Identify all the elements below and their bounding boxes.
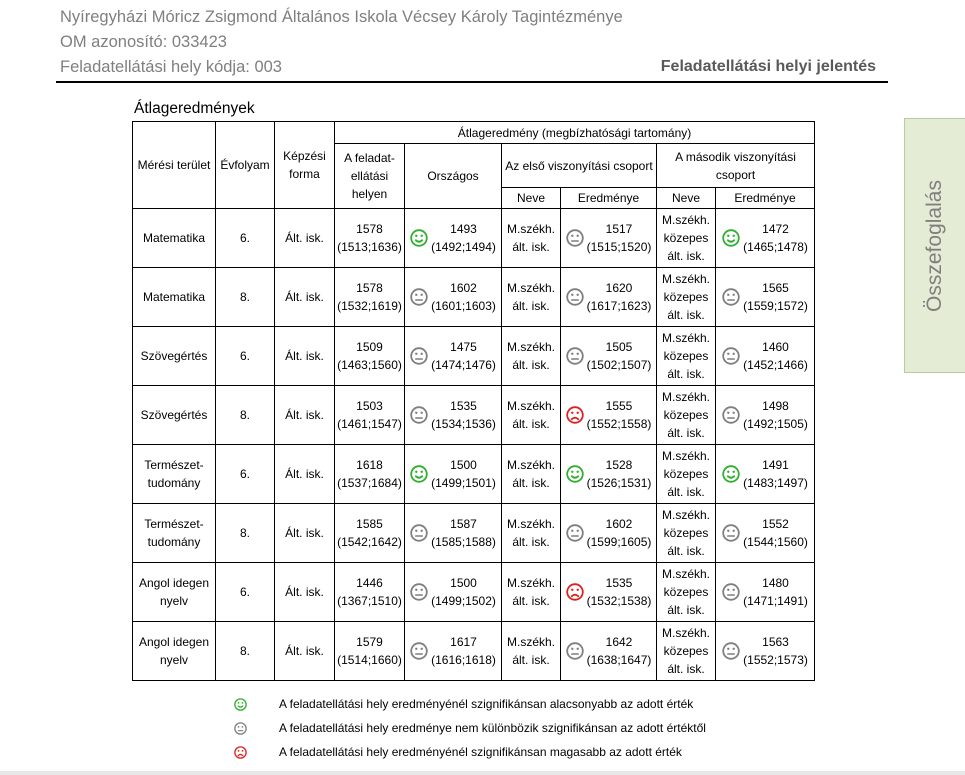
form-cell: Ált. isk. bbox=[275, 327, 335, 386]
result-value: 1475 bbox=[450, 340, 477, 354]
summary-side-tab[interactable] bbox=[904, 118, 965, 373]
neutral-face-icon bbox=[410, 288, 428, 306]
neutral-face-icon bbox=[722, 583, 740, 601]
ref2-result-cell bbox=[716, 445, 815, 504]
smiley-icon bbox=[566, 465, 584, 483]
col-header-site: A feladat-ellátási helyen bbox=[335, 144, 405, 209]
result-value: 1472 bbox=[762, 222, 789, 236]
confidence-interval: (1471;1491) bbox=[743, 594, 808, 608]
ref1-result-cell bbox=[561, 327, 657, 386]
col-header-area: Mérési terület bbox=[133, 122, 216, 209]
area-cell: Természet-tudomány bbox=[133, 504, 216, 563]
site-result-cell bbox=[335, 386, 405, 445]
col-header-ref1: Az első viszonyítási csoport bbox=[502, 144, 657, 188]
table-row bbox=[133, 386, 815, 445]
neutral-face-icon bbox=[722, 524, 740, 542]
result-value: 1552 bbox=[762, 517, 789, 531]
table-row bbox=[133, 327, 815, 386]
neutral-face-icon bbox=[722, 347, 740, 365]
neutral-face-icon bbox=[410, 642, 428, 660]
ref2-result-cell bbox=[716, 327, 815, 386]
smiley-icon bbox=[410, 465, 428, 483]
result-value: 1563 bbox=[762, 635, 789, 649]
neutral-face-icon bbox=[410, 583, 428, 601]
neutral-face-icon bbox=[566, 288, 584, 306]
table-row bbox=[133, 563, 815, 622]
ref1-name-cell: M.székh. ált. isk. bbox=[502, 386, 561, 445]
area-cell: Szövegértés bbox=[133, 386, 216, 445]
neutral-face-icon bbox=[566, 347, 584, 365]
col-header-ref2-result: Eredménye bbox=[716, 188, 815, 209]
site-result-cell bbox=[335, 445, 405, 504]
confidence-interval: (1542;1642) bbox=[337, 535, 402, 549]
neutral-face-icon bbox=[566, 642, 584, 660]
col-header-ref2-name: Neve bbox=[657, 188, 716, 209]
result-value: 1585 bbox=[356, 517, 383, 531]
result-value: 1535 bbox=[450, 399, 477, 413]
ref1-name-cell: M.székh. ált. isk. bbox=[502, 622, 561, 681]
confidence-interval: (1499;1501) bbox=[431, 476, 496, 490]
result-value: 1535 bbox=[605, 576, 633, 590]
ref1-name-cell: M.székh. ált. isk. bbox=[502, 327, 561, 386]
site-result-cell bbox=[335, 209, 405, 268]
result-value: 1565 bbox=[762, 281, 789, 295]
confidence-interval: (1599;1605) bbox=[586, 535, 652, 549]
confidence-interval: (1537;1684) bbox=[337, 476, 402, 490]
confidence-interval: (1544;1560) bbox=[743, 535, 808, 549]
ref1-result-cell bbox=[561, 622, 657, 681]
ref2-name-cell: M.székh. közepes ált. isk. bbox=[657, 445, 716, 504]
legend-item-better bbox=[230, 694, 694, 714]
ref1-result-cell bbox=[561, 445, 657, 504]
school-name: Nyíregyházi Móricz Zsigmond Általános Iskola Vécsey Károly Tagintézménye bbox=[60, 8, 623, 26]
neutral-face-icon bbox=[410, 347, 428, 365]
result-value: 1642 bbox=[605, 635, 633, 649]
national-result-cell bbox=[405, 563, 502, 622]
confidence-interval: (1367;1510) bbox=[337, 594, 402, 608]
area-cell: Matematika bbox=[133, 268, 216, 327]
form-cell: Ált. isk. bbox=[275, 209, 335, 268]
area-cell: Szövegértés bbox=[133, 327, 216, 386]
ref1-name-cell: M.székh. ált. isk. bbox=[502, 504, 561, 563]
result-value: 1500 bbox=[450, 576, 477, 590]
confidence-interval: (1532;1538) bbox=[586, 594, 652, 608]
om-id: OM azonosító: 033423 bbox=[60, 33, 227, 51]
confidence-interval: (1465;1478) bbox=[743, 240, 808, 254]
table-row bbox=[133, 445, 815, 504]
national-result-cell bbox=[405, 504, 502, 563]
ref2-result-cell bbox=[716, 504, 815, 563]
result-value: 1618 bbox=[356, 458, 383, 472]
confidence-interval: (1601;1603) bbox=[431, 299, 496, 313]
ref2-name-cell: M.székh. közepes ált. isk. bbox=[657, 386, 716, 445]
site-code: Feladatellátási hely kódja: 003 bbox=[60, 58, 282, 76]
national-result-cell bbox=[405, 327, 502, 386]
result-value: 1579 bbox=[356, 635, 383, 649]
result-value: 1528 bbox=[605, 458, 633, 472]
confidence-interval: (1452;1466) bbox=[743, 358, 808, 372]
form-cell: Ált. isk. bbox=[275, 563, 335, 622]
report-title: Feladatellátási helyi jelentés bbox=[660, 58, 876, 75]
grade-cell: 8. bbox=[216, 268, 275, 327]
result-value: 1555 bbox=[605, 399, 633, 413]
confidence-interval: (1534;1536) bbox=[431, 417, 496, 431]
result-value: 1578 bbox=[356, 222, 383, 236]
confidence-interval: (1474;1476) bbox=[431, 358, 496, 372]
col-header-ref1-result: Eredménye bbox=[561, 188, 657, 209]
confidence-interval: (1515;1520) bbox=[586, 240, 652, 254]
side-tab-label: Összefoglalás bbox=[923, 179, 946, 312]
ref2-name-cell: M.székh. közepes ált. isk. bbox=[657, 268, 716, 327]
site-result-cell bbox=[335, 504, 405, 563]
site-result-cell bbox=[335, 327, 405, 386]
legend-text: A feladatellátási hely eredményénél szignifikánsan magasabb az adott érték bbox=[279, 745, 682, 759]
neutral-face-icon bbox=[722, 642, 740, 660]
result-value: 1493 bbox=[450, 222, 477, 236]
confidence-interval: (1616;1618) bbox=[431, 653, 496, 667]
smiley-icon bbox=[230, 698, 250, 711]
ref1-name-cell: M.székh. ált. isk. bbox=[502, 268, 561, 327]
neutral-face-icon bbox=[230, 722, 250, 735]
table-row bbox=[133, 209, 815, 268]
grade-cell: 8. bbox=[216, 622, 275, 681]
confidence-interval: (1617;1623) bbox=[586, 299, 652, 313]
neutral-face-icon bbox=[410, 524, 428, 542]
confidence-interval: (1461;1547) bbox=[337, 417, 402, 431]
confidence-interval: (1552;1573) bbox=[743, 653, 808, 667]
ref1-name-cell: M.székh. ált. isk. bbox=[502, 209, 561, 268]
ref1-name-cell: M.székh. ált. isk. bbox=[502, 445, 561, 504]
grade-cell: 6. bbox=[216, 445, 275, 504]
confidence-interval: (1526;1531) bbox=[586, 476, 652, 490]
neutral-face-icon bbox=[722, 406, 740, 424]
national-result-cell bbox=[405, 268, 502, 327]
ref2-result-cell bbox=[716, 622, 815, 681]
header-divider bbox=[56, 81, 888, 83]
area-cell: Természet-tudomány bbox=[133, 445, 216, 504]
ref1-name-cell: M.székh. ált. isk. bbox=[502, 563, 561, 622]
frowning-face-icon bbox=[566, 583, 584, 601]
grade-cell: 8. bbox=[216, 504, 275, 563]
neutral-face-icon bbox=[410, 406, 428, 424]
result-value: 1602 bbox=[450, 281, 477, 295]
ref1-result-cell bbox=[561, 563, 657, 622]
confidence-interval: (1559;1572) bbox=[743, 299, 808, 313]
smiley-icon bbox=[722, 465, 740, 483]
ref1-result-cell bbox=[561, 504, 657, 563]
col-header-ref1-name: Neve bbox=[502, 188, 561, 209]
ref2-result-cell bbox=[716, 268, 815, 327]
smiley-icon bbox=[410, 229, 428, 247]
area-cell: Angol idegen nyelv bbox=[133, 622, 216, 681]
confidence-interval: (1552;1558) bbox=[586, 417, 652, 431]
confidence-interval: (1502;1507) bbox=[586, 358, 652, 372]
ref2-result-cell bbox=[716, 386, 815, 445]
page-bottom-edge bbox=[0, 771, 965, 775]
site-result-cell bbox=[335, 268, 405, 327]
site-result-cell bbox=[335, 622, 405, 681]
confidence-interval: (1483;1497) bbox=[743, 476, 808, 490]
legend-text: A feladatellátási hely eredményénél szignifikánsan alacsonyabb az adott érték bbox=[279, 697, 694, 711]
smiley-icon bbox=[722, 229, 740, 247]
table-row bbox=[133, 622, 815, 681]
ref1-result-cell bbox=[561, 386, 657, 445]
confidence-interval: (1513;1636) bbox=[337, 240, 402, 254]
col-header-grade: Évfolyam bbox=[216, 122, 275, 209]
result-value: 1578 bbox=[356, 281, 383, 295]
confidence-interval: (1638;1647) bbox=[586, 653, 652, 667]
ref2-name-cell: M.székh. közepes ált. isk. bbox=[657, 563, 716, 622]
area-cell: Angol idegen nyelv bbox=[133, 563, 216, 622]
site-result-cell bbox=[335, 563, 405, 622]
result-value: 1505 bbox=[605, 340, 633, 354]
form-cell: Ált. isk. bbox=[275, 504, 335, 563]
result-value: 1460 bbox=[762, 340, 789, 354]
grade-cell: 6. bbox=[216, 563, 275, 622]
result-value: 1587 bbox=[450, 517, 477, 531]
neutral-face-icon bbox=[566, 524, 584, 542]
ref2-name-cell: M.székh. közepes ált. isk. bbox=[657, 327, 716, 386]
neutral-face-icon bbox=[566, 229, 584, 247]
legend-item-worse bbox=[230, 742, 682, 762]
col-header-group: Átlageredmény (megbízhatósági tartomány) bbox=[335, 122, 815, 144]
confidence-interval: (1492;1494) bbox=[431, 240, 496, 254]
area-cell: Matematika bbox=[133, 209, 216, 268]
ref1-result-cell bbox=[561, 209, 657, 268]
col-header-form: Képzési forma bbox=[275, 122, 335, 209]
grade-cell: 6. bbox=[216, 209, 275, 268]
national-result-cell bbox=[405, 445, 502, 504]
confidence-interval: (1492;1505) bbox=[743, 417, 808, 431]
col-header-national: Országos bbox=[405, 144, 502, 209]
legend-text: A feladatellátási hely eredménye nem különbözik szignifikánsan az adott értéktől bbox=[279, 721, 706, 735]
confidence-interval: (1585;1588) bbox=[431, 535, 496, 549]
result-value: 1517 bbox=[605, 222, 633, 236]
result-value: 1617 bbox=[450, 635, 477, 649]
ref2-name-cell: M.székh. közepes ált. isk. bbox=[657, 504, 716, 563]
confidence-interval: (1463;1560) bbox=[337, 358, 402, 372]
frowning-face-icon bbox=[230, 746, 250, 759]
legend-item-neutral bbox=[230, 718, 706, 738]
confidence-interval: (1499;1502) bbox=[431, 594, 496, 608]
grade-cell: 8. bbox=[216, 386, 275, 445]
form-cell: Ált. isk. bbox=[275, 622, 335, 681]
result-value: 1602 bbox=[605, 517, 633, 531]
average-results-table bbox=[132, 121, 815, 681]
result-value: 1498 bbox=[762, 399, 789, 413]
confidence-interval: (1514;1660) bbox=[337, 653, 402, 667]
form-cell: Ált. isk. bbox=[275, 386, 335, 445]
ref2-name-cell: M.székh. közepes ált. isk. bbox=[657, 209, 716, 268]
national-result-cell bbox=[405, 622, 502, 681]
confidence-interval: (1532;1619) bbox=[337, 299, 402, 313]
ref2-name-cell: M.székh. közepes ált. isk. bbox=[657, 622, 716, 681]
result-value: 1491 bbox=[762, 458, 789, 472]
table-row bbox=[133, 268, 815, 327]
frowning-face-icon bbox=[566, 406, 584, 424]
grade-cell: 6. bbox=[216, 327, 275, 386]
result-value: 1500 bbox=[450, 458, 477, 472]
result-value: 1503 bbox=[356, 399, 383, 413]
ref2-result-cell bbox=[716, 209, 815, 268]
national-result-cell bbox=[405, 386, 502, 445]
form-cell: Ált. isk. bbox=[275, 445, 335, 504]
result-value: 1446 bbox=[356, 576, 383, 590]
neutral-face-icon bbox=[722, 288, 740, 306]
national-result-cell bbox=[405, 209, 502, 268]
ref2-result-cell bbox=[716, 563, 815, 622]
col-header-ref2: A második viszonyítási csoport bbox=[657, 144, 815, 188]
result-value: 1509 bbox=[356, 340, 383, 354]
section-title: Átlageredmények bbox=[134, 100, 255, 117]
result-value: 1620 bbox=[605, 281, 633, 295]
ref1-result-cell bbox=[561, 268, 657, 327]
form-cell: Ált. isk. bbox=[275, 268, 335, 327]
table-row bbox=[133, 504, 815, 563]
result-value: 1480 bbox=[762, 576, 789, 590]
